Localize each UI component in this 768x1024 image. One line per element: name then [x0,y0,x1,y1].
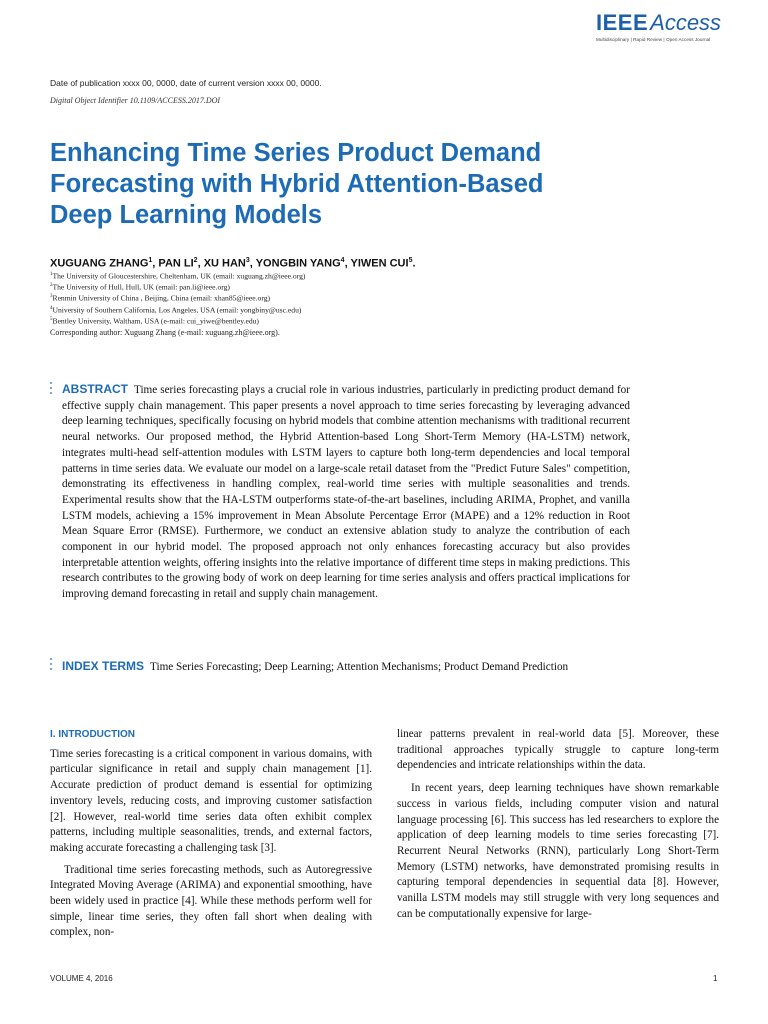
author-name: XUGUANG ZHANG [50,257,149,270]
author-sup: 4 [340,257,345,264]
affiliation-text: Renmin University of China , Beijing, China (email: xhan85@ieee.org) [52,294,271,303]
title-line: Deep Learning Models [50,201,323,229]
author-name: PAN LI [158,257,194,270]
affiliation-text: The University of Gloucestershire, Cheltenham, UK (email: xuguang.zh@ieee.org) [52,271,306,281]
paragraph: Time series forecasting is a critical component in various domains, with particular significance in retail and supply chain management [1]. Accurate prediction of product demand is essential for optimizing inventory levels, reducing costs, and improving customer satisfaction [2]. However, real-world time series data often exhibit complex patterns, including multiple seasonalities, trends, and external factors, making accurate forecasting a challenging task [3]. [50,747,372,854]
author-name: XU HAN [203,257,246,270]
author-sup: 1 [148,257,153,264]
author-name: YIWEN CUI [350,257,409,270]
title-line: Enhancing Time Series Product Demand [50,139,542,167]
affiliation-text: Bentley University, Waltham, USA (e-mail: cui_yiwe@bentley.edu) [52,316,259,326]
author-sep: , [344,257,351,270]
title-line: Forecasting with Hybrid Attention-Based [50,170,544,198]
index-terms-text: Time Series Forecasting; Deep Learning; Attention Mechanisms; Product Demand Prediction [150,661,569,673]
index-terms-heading: INDEX TERMS [62,659,145,673]
author-sep: . [412,257,416,270]
footer-volume: VOLUME 4, 2016 [50,974,113,983]
paper-title [50,138,690,231]
right-column [397,727,719,922]
section-heading: I. INTRODUCTION [50,729,135,740]
affiliation-sup: 3 [50,294,53,300]
affiliation-text: University of Southern California, Los Angeles, USA (email: yongbiny@usc.edu) [52,305,302,315]
affiliation [50,292,305,303]
logo-brand: IEEE [596,10,649,35]
left-column [50,727,372,941]
index-terms-marker-icon [50,658,53,673]
author-sep: , [249,257,256,270]
corresponding-author: Corresponding author: Xuguang Zhang (e-mail: xuguang.zh@ieee.org). [50,328,280,337]
author-sup: 2 [193,257,198,264]
author-list [50,257,416,270]
affiliation [50,304,305,315]
author-sep: , [197,257,204,270]
affiliation [50,270,305,281]
author-name: YONGBIN YANG [255,257,341,270]
abstract [62,382,630,603]
doi: Digital Object Identifier 10.1109/ACCESS.2017.DOI [50,96,221,105]
index-terms [62,658,630,675]
abstract-marker-icon [50,382,53,397]
affiliation-sup: 4 [50,305,53,311]
author-sep: , [152,257,159,270]
page-number: 1 [713,974,718,983]
logo-tagline: Multidisciplinary | Rapid Review | Open Access Journal [596,37,711,42]
publication-date: Date of publication xxxx 00, 0000, date of current version xxxx 00, 0000. [50,78,322,88]
author-sup: 5 [408,257,413,264]
affiliation [50,281,305,292]
affiliation-text: The University of Hull, Hull, UK (email: pan.li@ieee.org) [52,282,230,292]
affiliation-sup: 1 [50,272,53,277]
affiliation [50,315,305,326]
affiliation-sup: 2 [50,283,53,289]
abstract-text: Time series forecasting plays a crucial role in various industries, particularly in predicting product demand for effective supply chain management. This paper presents a novel approach to time series forecasting by leveraging advanced deep learning techniques, specifically focusing on hybrid models that combine attention mechanisms with traditional recurrent neural networks. Our proposed method, the Hybrid Attention-based Long Short-Term Memory (HA-LSTM) network, integrates multi-head self-attention modules with LSTM layers to capture both long-term dependencies and local temporal patterns in time series data. We evaluate our model on a large-scale retail dataset from the "Predict Future Sales" competition, demonstrating its effectiveness in handling complex, real-world time series with multiple seasonalities and trends. Experimental results show that the HA-LSTM outperforms state-of-the-art baselines, including ARIMA, Prophet, and vanilla LSTM models, achieving a 15% improvement in Mean Absolute Percentage Error (MAPE) and a 12% reduction in Root Mean Square Error (RMSE). Furthermore, we conduct an extensive ablation study to analyze the contribution of each component in our hybrid model. The proposed approach not only enhances forecasting accuracy but also provides interpretable attention weights, offering insights into the relative importance of different time steps in making predictions. This research contributes to the growing body of work on deep learning for time series analysis and offers practical implications for improving demand forecasting in retail and supply chain management. [62,384,630,601]
paragraph: Traditional time series forecasting methods, such as Autoregressive Integrated Moving Average (ARIMA) and exponential smoothing, have been widely used in practice [4]. While these methods perform well for simple, linear time series, they often fall short when dealing with complex, non- [50,863,372,939]
author-sup: 3 [245,257,250,264]
paragraph: In recent years, deep learning techniques have shown remarkable success in various fields, including computer vision and natural language processing [6]. This success has led researchers to explore the application of deep learning models to time series forecasting [7]. Recurrent Neural Networks (RNN), particularly Long Short-Term Memory (LSTM) networks, have demonstrated promising results in capturing temporal dependencies in sequential data [8]. However, vanilla LSTM models may still struggle with very long sequences and can be computationally expensive for large- [397,782,719,920]
paragraph: linear patterns prevalent in real-world data [5]. Moreover, these traditional approaches typically struggle to capture long-term dependencies and intricate relationships within the data. [397,728,719,772]
affiliation-sup: 5 [50,316,53,322]
abstract-heading: ABSTRACT [62,382,128,396]
ieee-access-logo [596,10,722,52]
affiliations [50,270,305,326]
logo-product: Access [650,10,722,35]
